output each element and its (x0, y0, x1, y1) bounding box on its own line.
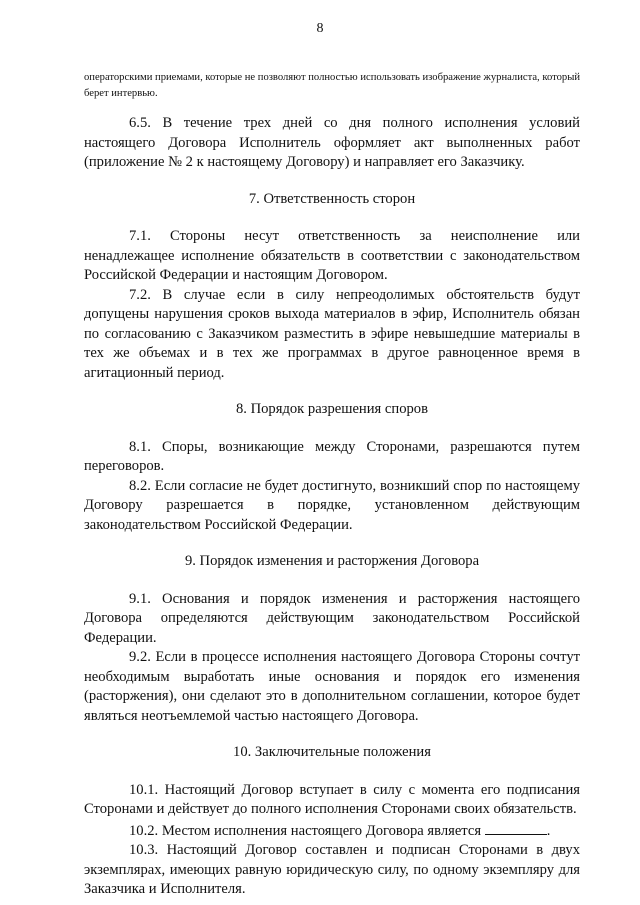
section-8-heading: 8. Порядок разрешения споров (236, 401, 428, 417)
clause-10-2-text: 10.2. Местом исполнения настоящего Договора является (129, 822, 482, 839)
clause-6-5: 6.5. В течение трех дней со дня полного исполнения условий настоящего Договора Исполнитель оформляет акт выполненных работ (приложение № 2 к настоящему Договору) и направляет его Заказчику. (84, 115, 580, 170)
carry-over-text: операторскими приемами, которые не позволяют полностью использовать изображение журналиста, который берет интервью. (84, 72, 580, 99)
clause-7-1: 7.1. Стороны несут ответственность за неисполнение или ненадлежащее исполнение обязательств в соответствии с законодательством Российской Федерации и настоящим Договором. (84, 228, 580, 283)
clause-10-2-end: . (546, 822, 551, 839)
fill-in-blank (485, 820, 547, 835)
clause-9-2: 9.2. Если в процессе исполнения настоящего Договора Стороны сочтут необходимым выработать иные основания и порядок его изменения (расторжения), они сделают это в дополнительном соглашении, которое будет являться неотъемлемой частью настоящего Договора. (84, 649, 580, 724)
section-10-heading: 10. Заключительные положения (233, 744, 431, 760)
clause-7-2: 7.2. В случае если в силу непреодолимых обстоятельств будут допущены нарушения сроков выхода материалов в эфир, Исполнитель обязан по согласованию с Заказчиком разместить в эфире невышедшие материалы в тех же объемах и в тех же программах в другое равноценное время в агитационный период. (84, 286, 580, 381)
clause-10-3: 10.3. Настоящий Договор составлен и подписан Сторонами в двух экземплярах, имеющих равную юридическую силу, по одному экземпляру для Заказчика и Исполнителя. (84, 842, 580, 897)
clause-9-1: 9.1. Основания и порядок изменения и расторжения настоящего Договора определяются действующим законодательством Российской Федерации. (84, 590, 580, 646)
clause-8-1: 8.1. Споры, возникающие между Сторонами, разрешаются путем переговоров. (84, 438, 580, 474)
clause-8-2: 8.2. Если согласие не будет достигнуто, возникший спор по настоящему Договору разрешается в порядке, установленном действующим законодательством Российской Федерации. (84, 477, 580, 533)
page-number: 8 (316, 21, 324, 36)
clause-10-2 (84, 820, 580, 842)
section-7-heading: 7. Ответственность сторон (248, 190, 416, 207)
clause-10-1: 10.1. Настоящий Договор вступает в силу с момента его подписания Сторонами и действует до полного исполнения Сторонами своих обязательств. (84, 781, 580, 817)
document-body (84, 114, 580, 900)
section-9-heading: 9. Порядок изменения и расторжения Договора (184, 553, 480, 569)
